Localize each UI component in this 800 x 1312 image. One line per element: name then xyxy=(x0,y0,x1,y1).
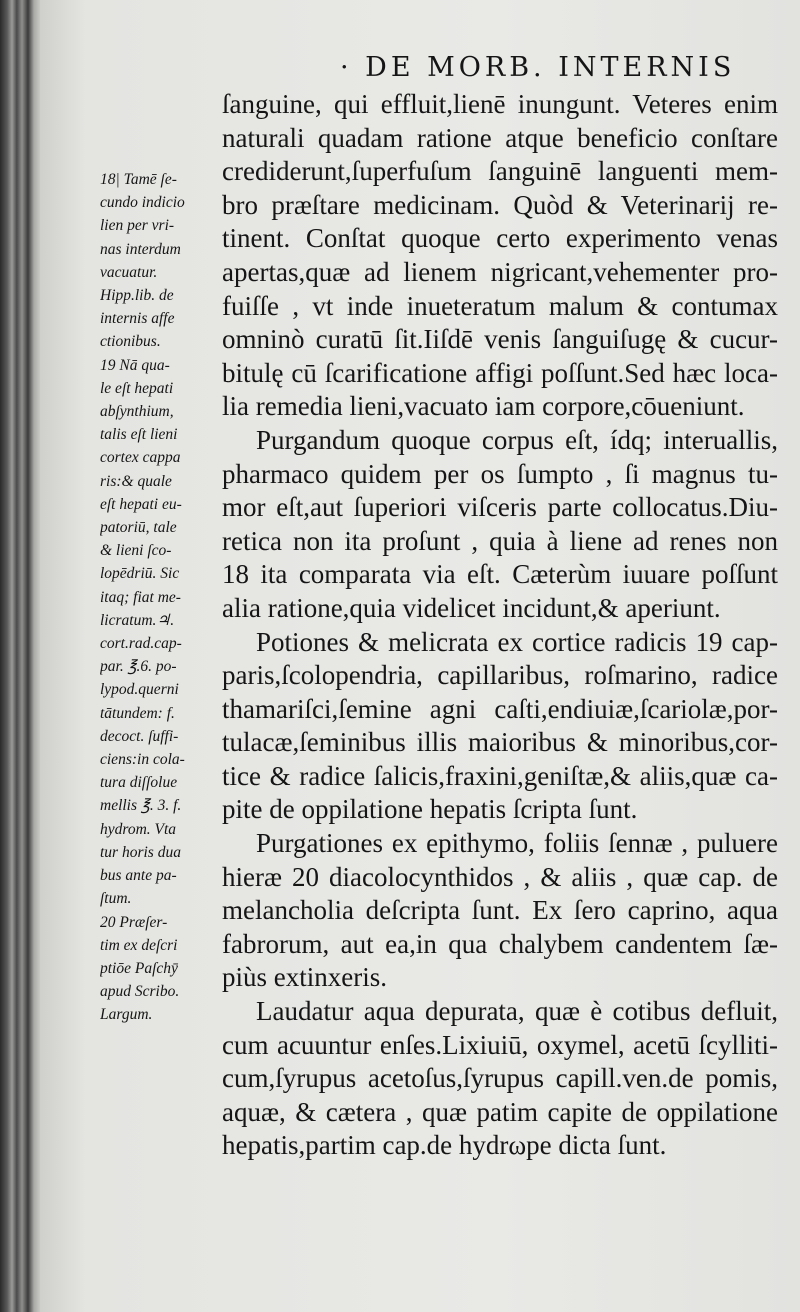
text-line: bro præſtare medicinam. Quòd & Veterinarij re- xyxy=(222,189,778,220)
text-line: apertas,quæ ad lienem nigricant,vehementer pro- xyxy=(222,256,778,287)
margin-note-line: tātundem: f. xyxy=(100,704,175,722)
text-line: Potiones & melicrata ex cortice radicis 19 cap- xyxy=(256,626,778,657)
margin-note-line: licratum.♃. xyxy=(100,611,175,629)
margin-note-line: cortex cappa xyxy=(100,449,181,467)
margin-note-line: & lieni ſco- xyxy=(100,542,172,560)
margin-note-line: tura diſſolue xyxy=(100,774,178,792)
text-line: crediderunt,ſuperfuſum ſanguinē languenti mem- xyxy=(222,156,778,187)
text-line: retica non ita proſunt , quia à liene ad renes non xyxy=(222,525,778,556)
margin-note-line: apud Scribo. xyxy=(100,983,180,1001)
text-line: tice & radice ſalicis,fraxini,geniſtæ,& aliis,quæ ca- xyxy=(222,760,778,791)
running-header: · DE MORB. INTERNIS xyxy=(340,52,736,83)
margin-note-line: hydrom. Vta xyxy=(100,820,177,838)
margin-note-line: ctionibus. xyxy=(100,333,161,351)
text-line: fuiſſe , vt inde inueteratum malum & contumax xyxy=(222,290,778,321)
text-line: piùs extinxeris. xyxy=(222,962,387,993)
margin-note-line: 20 Præſer- xyxy=(100,913,168,931)
margin-note-line: Largum. xyxy=(100,1006,153,1024)
text-line: Laudatur aqua depurata, quæ è cotibus defluit, xyxy=(256,996,778,1027)
margin-note-line: patoriū, tale xyxy=(100,519,177,537)
text-line: ſanguine, qui effluit,lienē inungunt. Veteres enim xyxy=(222,89,778,119)
margin-note-line: 18| Tamē ſe- xyxy=(100,171,177,188)
text-line: tinent. Conſtat quoque certo experimento venas xyxy=(222,223,778,254)
text-line: omninò curatū ſit.Iiſdē venis ſanguiſugę & cucur- xyxy=(222,324,778,355)
text-line: mor eſt,aut ſuperiori viſceris parte collocatus.Diu- xyxy=(222,492,778,523)
margin-note-line: le eſt hepati xyxy=(100,379,174,397)
margin-note-line: itaq; fiat me- xyxy=(100,588,181,606)
text-line: bitulę cū ſcarificatione affigi poſſunt.Sed hæc loca- xyxy=(222,357,778,388)
margin-note-line: ciens:in cola- xyxy=(100,751,185,769)
text-line: thamariſci,ſemine agni caſti,endiuiæ,ſcariolæ,por- xyxy=(222,693,778,724)
text-line: hieræ 20 diacolocynthidos , & aliis , quæ cap. de xyxy=(222,861,778,892)
margin-note-line: lopēdriū. Sic xyxy=(100,565,180,583)
text-line: cum,ſyrupus acetoſus,ſyrupus capill.ven.de pomis, xyxy=(222,1063,778,1094)
margin-note-line: eſt hepati eu- xyxy=(100,495,182,513)
margin-note-line: abſynthium, xyxy=(100,403,174,421)
margin-note-line: ſtum. xyxy=(100,890,132,908)
margin-note-line: ptiōe Paſchȳ xyxy=(100,959,178,977)
margin-note-line: ris:& quale xyxy=(100,472,172,490)
text-line: lia remedia lieni,vacuato iam corpore,cōueniunt. xyxy=(222,391,745,422)
margin-note-line: 19 Nā qua- xyxy=(100,356,170,374)
margin-note-line: cundo indicio xyxy=(100,194,185,212)
margin-note-line: cort.rad.cap- xyxy=(100,635,182,653)
text-line: naturali quadam ratione atque beneficio conſtare xyxy=(222,122,778,153)
margin-note-line: tur horis dua xyxy=(100,843,181,861)
main-text-column xyxy=(222,88,778,1163)
margin-note-line: tim ex deſcri xyxy=(100,936,178,954)
text-line: paris,ſcolopendria, capillaribus, roſmarino, radice xyxy=(222,660,778,691)
text-line: hepatis,partim cap.de hydrωpe dicta ſunt. xyxy=(222,1130,667,1161)
text-line: melancholia deſcripta ſunt. Ex ſero caprino, aqua xyxy=(222,895,778,926)
margin-note-line: bus ante pa- xyxy=(100,867,177,885)
text-line: aquæ, & cætera , quæ patim capite de oppilatione xyxy=(222,1096,778,1127)
text-line: Purgandum quoque corpus eſt, ídq; interuallis, xyxy=(256,424,778,455)
text-line: alia ratione,quia videlicet incidunt,& aperiunt. xyxy=(222,592,721,623)
margin-note-line: mellis ℥. 3. f. xyxy=(100,797,182,815)
margin-note-line: vacuatur. xyxy=(100,263,158,281)
margin-note-line: internis affe xyxy=(100,310,175,328)
book-binding xyxy=(0,0,40,1312)
margin-note-line: nas interdum xyxy=(100,240,181,258)
margin-note-line: lypod.querni xyxy=(100,681,179,699)
marginal-notes xyxy=(100,168,220,1027)
text-line: tulacæ,ſeminibus illis maioribus & minoribus,cor- xyxy=(222,727,778,758)
margin-note-line: par. ℥.6. po- xyxy=(100,658,177,676)
margin-note-line: talis eſt lieni xyxy=(100,426,178,444)
text-line: 18 ita comparata via eſt. Cæterùm iuuare poſſunt xyxy=(222,559,778,590)
text-line: pite de oppilatione hepatis ſcripta ſunt. xyxy=(222,794,638,825)
text-line: Purgationes ex epithymo, foliis ſennæ , puluere xyxy=(256,828,778,859)
margin-note-line: Hipp.lib. de xyxy=(100,287,174,305)
margin-note-line: decoct. ſuffi- xyxy=(100,727,179,745)
margin-note-line: lien per vri- xyxy=(100,217,175,235)
text-line: fabrorum, aut ea,in qua chalybem candentem ſæ- xyxy=(222,928,778,959)
text-line: cum acuuntur enſes.Lixiuiū, oxymel, acetū ſcylliti- xyxy=(222,1029,778,1060)
text-line: pharmaco quidem per os ſumpto , ſi magnus tu- xyxy=(222,458,778,489)
